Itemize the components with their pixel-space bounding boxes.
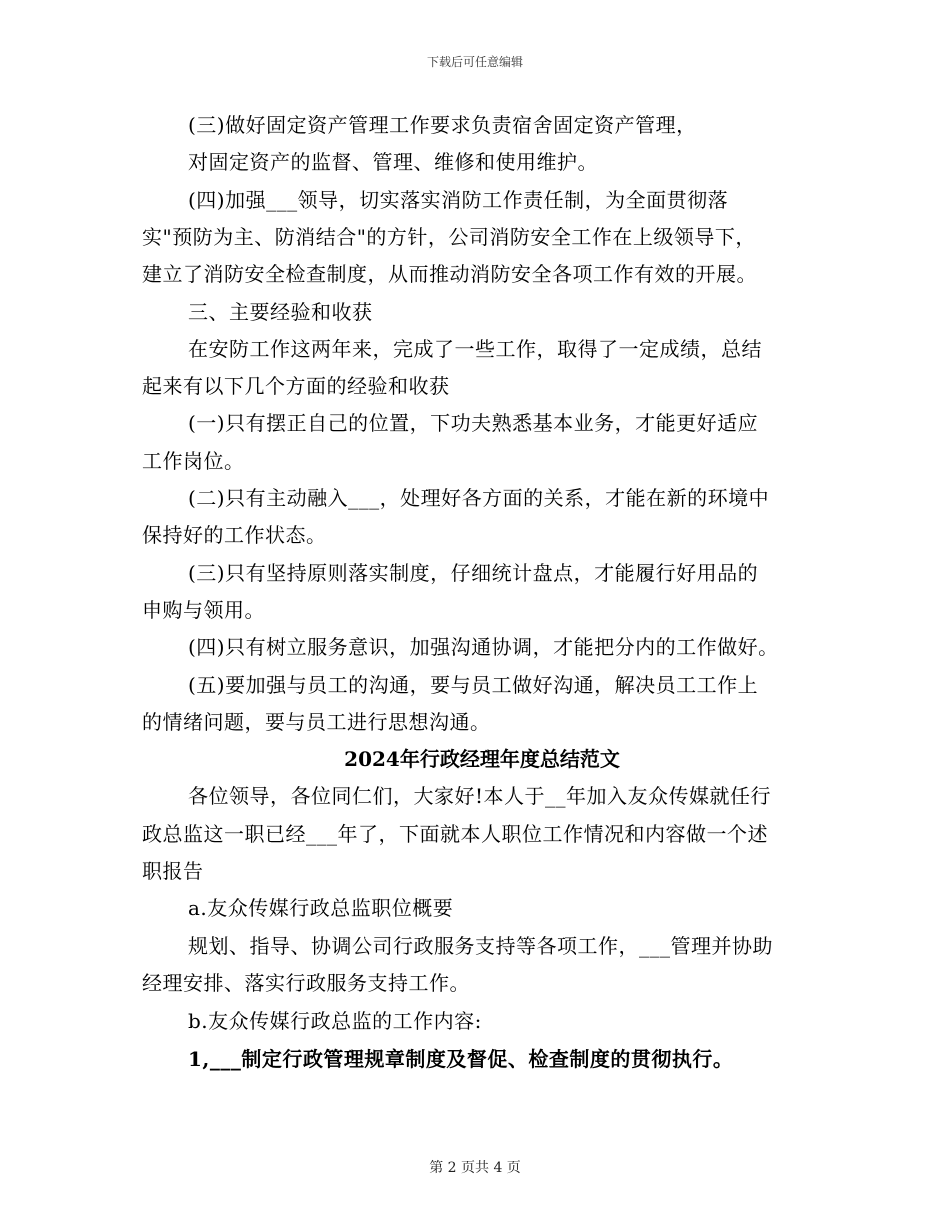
paragraph-line: 保持好的工作状态。 [142, 523, 327, 547]
paragraph-line: (三)做好固定资产管理工作要求负责宿舍固定资产管理， [188, 113, 697, 137]
paragraph-line: b.友众传媒行政总监的工作内容: [188, 1009, 482, 1033]
paragraph-line: 的情绪问题，要与员工进行思想沟通。 [142, 710, 491, 734]
paragraph-line: 实"预防为主、防消结合"的方针，公司消防安全工作在上级领导下， [142, 225, 756, 249]
section-heading: 三、主要经验和收获 [188, 300, 373, 324]
paragraph-line: 在安防工作这两年来，完成了一些工作，取得了一定成绩，总结 [188, 337, 762, 361]
paragraph-line: (一)只有摆正自己的位置，下功夫熟悉基本业务，才能更好适应 [188, 411, 759, 435]
paragraph-line: 起来有以下几个方面的经验和收获 [142, 374, 450, 398]
paragraph-line: 规划、指导、协调公司行政服务支持等各项工作，___管理并协助 [188, 934, 773, 958]
numbered-item-bold: 1,___制定行政管理规章制度及督促、检查制度的贯彻执行。 [188, 1047, 734, 1071]
paragraph-line: 经理安排、落实行政服务支持工作。 [142, 971, 470, 995]
paragraph-line: 对固定资产的监督、管理、维修和使用维护。 [188, 150, 598, 174]
paragraph-line: (四)只有树立服务意识，加强沟通协调，才能把分内的工作做好。 [188, 635, 779, 659]
paragraph-line: 申购与领用。 [142, 598, 265, 622]
paragraph-line: a.友众传媒行政总监职位概要 [188, 896, 454, 920]
paragraph-line: 政总监这一职已经___年了，下面就本人职位工作情况和内容做一个述 [142, 822, 768, 846]
paragraph-line: (三)只有坚持原则落实制度，仔细统计盘点，才能履行好用品的 [188, 561, 759, 585]
page-footer: 第 2 页共 4 页 [429, 1160, 521, 1176]
paragraph-line: 工作岗位。 [142, 449, 245, 473]
paragraph-line: (四)加强___领导，切实落实消防工作责任制，为全面贯彻落 [188, 188, 729, 212]
section-title: 2024年行政经理年度总结范文 [344, 747, 620, 771]
page-header: 下载后可任意编辑 [426, 55, 523, 69]
paragraph-line: 建立了消防安全检查制度，从而推动消防安全各项工作有效的开展。 [142, 262, 757, 286]
paragraph-line: 职报告 [142, 859, 204, 883]
paragraph-line: (二)只有主动融入___，处理好各方面的关系，才能在新的环境中 [188, 486, 770, 510]
paragraph-line: (五)要加强与员工的沟通，要与员工做好沟通，解决员工工作上 [188, 673, 759, 697]
paragraph-line: 各位领导，各位同仁们，大家好!本人于__年加入友众传媒就任行 [188, 784, 772, 808]
